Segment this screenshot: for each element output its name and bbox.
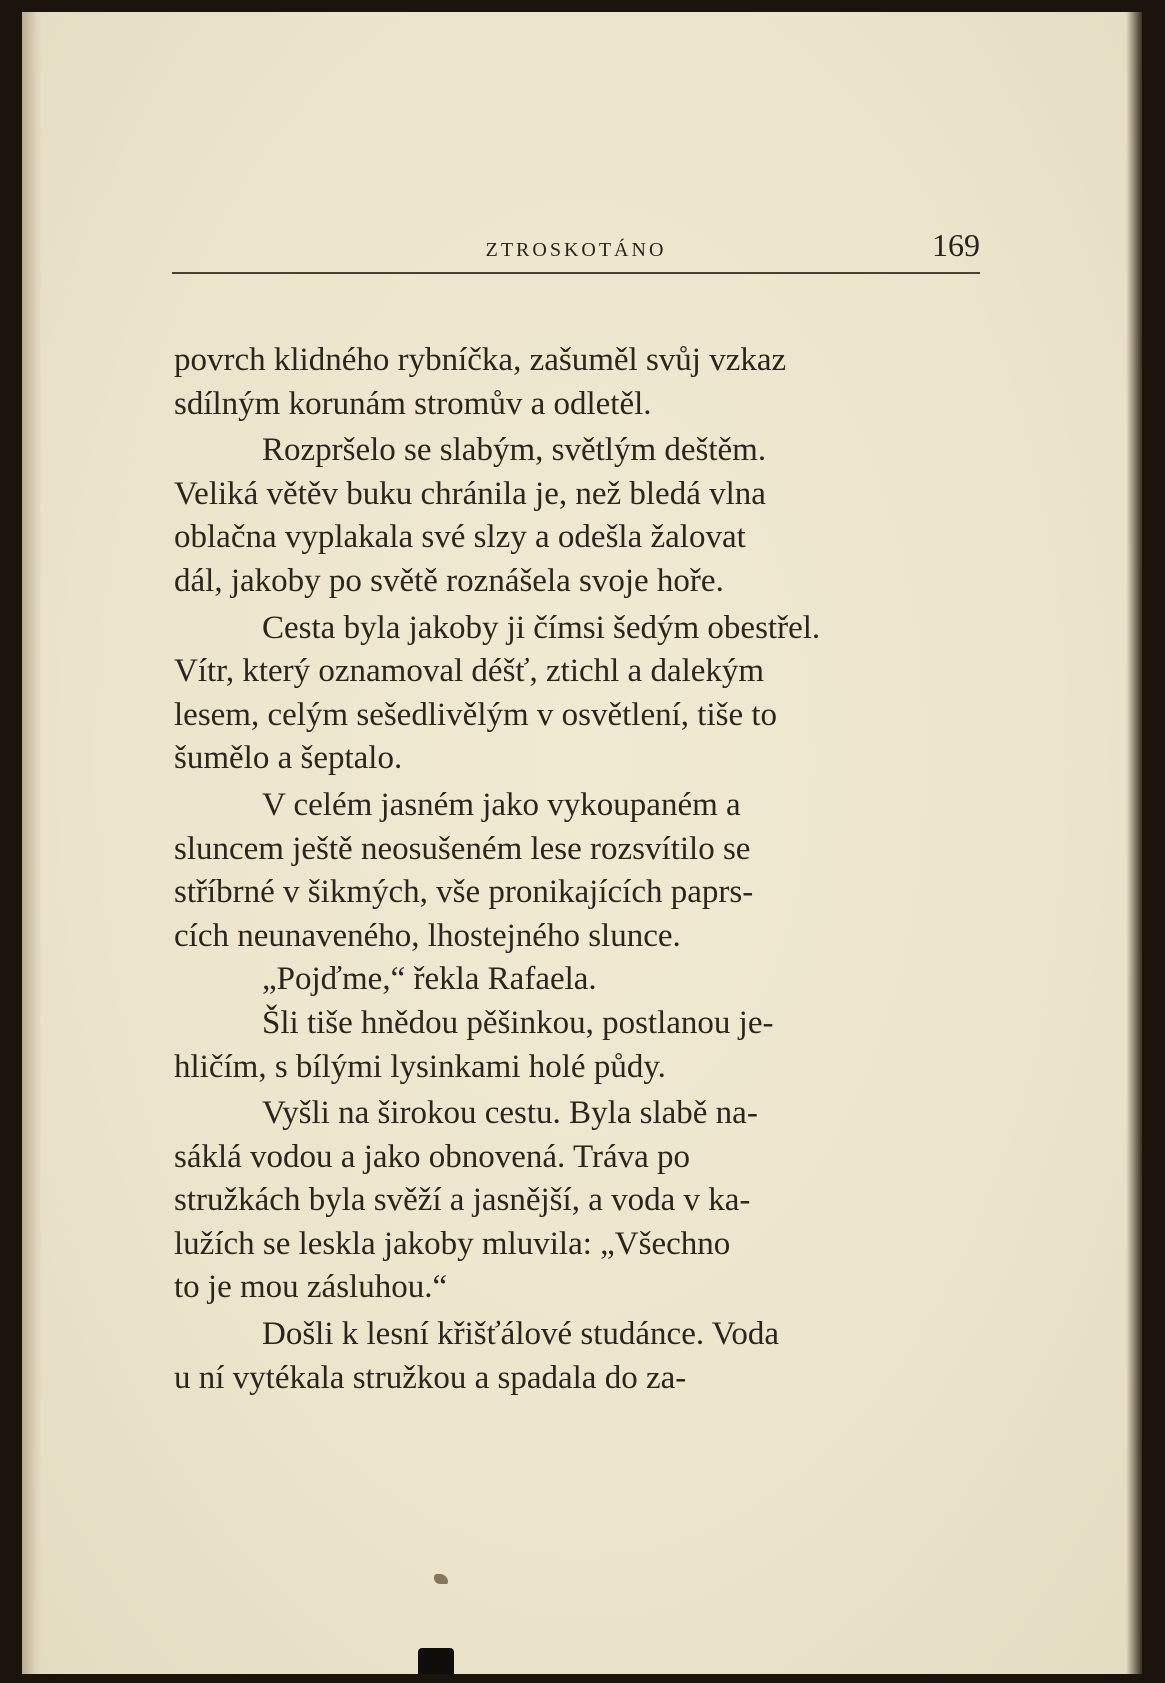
text-line: šumělo a šeptalo. [174,740,403,777]
text-line: Šli tiše hnědou pěšinkou, postlanou je- [262,1004,774,1041]
text-line: Vyšli na širokou cestu. Byla slabě na- [262,1095,758,1132]
paragraph [174,1092,980,1310]
header-rule [172,272,980,274]
text-line: stružkách byla svěží a jasnější, a voda v ka- [174,1182,751,1219]
text-line: lesem, celým sešedlivělým v osvětlení, tiše to [174,696,778,733]
text-line: Rozpršelo se slabým, světlým deštěm. [262,432,767,469]
text-line: stříbrné v šikmých, vše pronikajících paprs- [174,874,754,911]
text-line: sluncem ještě neosušeném lese rozsvítilo se [174,830,751,867]
text-line: Došli k lesní křišťálové studánce. Voda [262,1316,779,1353]
paragraph [174,958,980,1002]
binding-shadow [1126,12,1142,1674]
running-title: ZTROSKOTÁNO [485,239,667,261]
text-line: sáklá vodou a jako obnovená. Tráva po [174,1138,690,1175]
page-header [172,217,980,263]
page-number: 169 [932,227,980,263]
text-line: povrch klidného rybníčka, zašuměl svůj vzkaz [174,342,787,378]
paragraph [174,429,980,603]
scan-artifact [418,1648,454,1674]
text-line: „Pojďme,“ řekla Rafaela. [262,961,597,998]
paragraph [174,1002,980,1089]
book-page [22,12,1142,1674]
paragraph [174,1313,980,1400]
body-text [174,339,980,1400]
text-line: to je mou zásluhou.“ [174,1269,448,1306]
text-line: cích neunaveného, lhostejného slunce. [174,917,681,954]
text-line: lužích se leskla jakoby mluvila: „Všechno [174,1225,731,1262]
text-line: sdílným korunám stromův a odletěl. [174,385,652,422]
text-line: Cesta byla jakoby ji čímsi šedým obestřel. [262,609,821,646]
text-line: dál, jakoby po světě roznášela svoje hoře. [174,562,724,599]
text-line: hličím, s bílými lysinkami holé půdy. [174,1048,666,1085]
text-line: Veliká větěv buku chránila je, než bledá vlna [174,475,766,512]
text-line: u ní vytékala stružkou a spadala do za- [174,1359,687,1396]
paragraph [174,339,980,426]
text-line: oblačna vyplakala své slzy a odešla žalovat [174,519,746,556]
page-edge [22,12,42,1674]
paragraph [174,607,980,781]
text-line: V celém jasném jako vykoupaném a [262,786,741,823]
ink-smudge [434,1574,448,1584]
paragraph [174,784,980,958]
text-line: Vítr, který oznamoval déšť, ztichl a dalekým [174,653,765,690]
